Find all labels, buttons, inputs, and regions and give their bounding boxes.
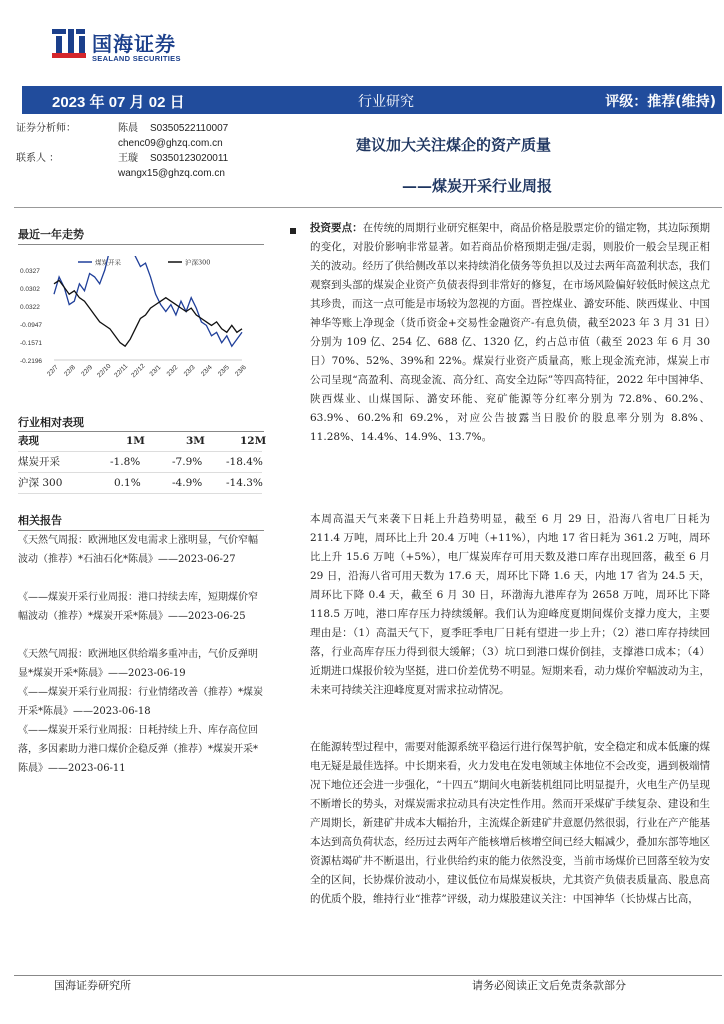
col-header-3m: 3M [186, 435, 205, 447]
x-tick-label: 22/8 [63, 363, 77, 378]
rating-badge: 评级：推荐(维持) [605, 94, 716, 110]
col-header-12m: 12M [240, 435, 267, 447]
row-1m: -1.8% [110, 456, 141, 468]
report-subtitle: ——煤炭开采行业周报 [402, 177, 553, 195]
row-3m: -4.9% [172, 477, 203, 489]
x-tick-label: 22/7 [45, 363, 60, 378]
report-title: 建议加大关注煤企的资产质量 [356, 136, 552, 154]
col-header-label: 表现 [18, 435, 39, 447]
logo-icon [52, 27, 86, 61]
x-tick-label: 22/10 [95, 362, 113, 380]
contact-cert: S0350123020011 [150, 153, 229, 164]
trend-section-title: 最近一年走势 [18, 228, 84, 241]
footer-disclaimer: 请务必阅读正文后免责条款部分 [472, 979, 626, 992]
x-tick-label: 23/2 [165, 363, 180, 378]
related-report-item[interactable]: 《——煤炭开采行业周报：日耗持续上升、库存高位回落，多因素助力港口煤价企稳反弹（推荐）*煤炭开采*陈晨》——2023-06-11 [18, 725, 258, 774]
y-tick-label: -0.1571 [20, 340, 43, 347]
footer-institute: 国海证券研究所 [54, 979, 131, 992]
header-divider [14, 207, 722, 208]
performance-section-title: 行业相对表现 [18, 416, 84, 429]
paragraph-text: 在传统的周期行业研究框架中，商品价格是股票定价的锚定物，其边际预期的变化，对股价影响非常显著。如若商品价格预期走强/走弱，则股价一般会呈现正相关的波动。经历了供给侧改革以来持续消化债务等负担以及过去两年高盈利状态，我们观察到头部的煤炭企业资产负债表得到非常好的修复，在市场风险偏好较低时候这点尤其珍贵，而这一点可能是市场较为忽视的方面。晋控煤业、潞安环能、陕西煤业、中国神华等账上净现金（货币资金+交易性金融资产-有息负债，截至2023 年 3 月 31 日）分别为 109 亿、254 亿、688 亿、1320 亿，约占总市值（截至 2023 年 6 月 30 日）70%、52%、39%和 22%。煤炭行业资产质量高，账上现金流充沛，煤炭上市公司呈现“高盈利、高现金流、高分红、高安全边际”等四高特征，2022 年中国神华、陕西煤业、山煤国际、潞安环能、兖矿能源等分红率分别为 72.8%、60.2%、63.9%、60.2%和 69.2%，对应公告披露当日股价的股息率分别为 8.8%、11.28%、14.4%、14.9%、13.7%。 [310, 222, 711, 443]
header-banner [22, 86, 722, 114]
x-tick-label: 23/6 [233, 363, 248, 378]
y-tick-label: 0.0327 [20, 268, 40, 275]
report-date: 2023 年 07 月 02 日 [52, 94, 185, 111]
contact-label: 联系人 ： [16, 153, 60, 164]
contact-name: 王璇 [118, 153, 138, 164]
row-3m: -7.9% [172, 456, 203, 468]
related-report-item[interactable]: 《——煤炭开采行业周报：港口持续去库，短期煤价窄幅波动（推荐）*煤炭开采*陈晨》——2023-06-25 [18, 592, 258, 622]
row-1m: 0.1% [114, 477, 141, 489]
paragraph-label: 投资要点： [310, 222, 363, 234]
legend-label: 煤炭开采 [95, 258, 121, 267]
footer-divider [14, 975, 722, 976]
row-name: 沪深 300 [18, 477, 63, 489]
table-row [18, 473, 262, 494]
paragraph-weekly-market: 本周高温天气来袭下日耗上升趋势明显，截至 6 月 29 日，沿海八省电厂日耗为 211.4 万吨，周环比上升 20.4 万吨（+11%），内地 17 省日耗为 361.2 万吨，周环比上升 15.6 万吨（+5%），电厂煤炭库存可用天数及港口库存出现回落，截至 6 月 29 日，沿海八省可用天数为 17.6 天，周环比下降 1.6 天，内地 17 省为 24.5 天，周环比下降 0.4 天，截至 6 月 30 日，环渤海九港库存为 2658 万吨，周环比下降 118.5 万吨，港口库存压力持续缓解。我们认为迎峰度夏期间煤价支撑力度大，主要理由是：（1）高温天气下，夏季旺季电厂日耗有望进一步上升；（2）港口库存持续回落，行业高库存压力得到很大缓解；（3）坑口到港口煤价倒挂，支撑港口成本；（4）近期进口煤报价较为坚挺，进口价差优势不明显。短期来看，动力煤价窄幅波动为主，未来可持续关注迎峰度夏对需求拉动情况。 [310, 513, 710, 696]
analyst-email[interactable]: chenc09@ghzq.com.cn [118, 138, 223, 149]
logo-text-en: SEALAND SECURITIES [92, 54, 181, 63]
table-row [18, 452, 262, 473]
bullet-icon [290, 228, 296, 234]
row-12m: -14.3% [226, 477, 263, 489]
x-tick-label: 22/9 [80, 363, 95, 378]
analyst-cert: S0350522110007 [150, 123, 229, 134]
x-tick-label: 23/1 [148, 363, 163, 378]
contact-email[interactable]: wangx15@ghzq.com.cn [118, 168, 225, 179]
legend-label: 沪深300 [185, 258, 211, 267]
col-header-1m: 1M [126, 435, 145, 447]
y-tick-label: -0.2196 [20, 358, 43, 365]
x-tick-label: 22/11 [113, 362, 130, 379]
trend-divider [18, 244, 264, 245]
analyst-name: 陈晨 [118, 123, 138, 134]
performance-header-row [18, 431, 267, 452]
y-tick-label: 0.0302 [20, 286, 40, 293]
logo-text-cn: 国海证券 [92, 32, 176, 56]
report-type: 行业研究 [358, 94, 414, 110]
paragraph-investment-points [310, 219, 710, 447]
series-line [54, 280, 242, 346]
y-tick-label: -0.0947 [20, 322, 43, 329]
row-12m: -18.4% [226, 456, 263, 468]
x-tick-label: 23/5 [216, 363, 231, 378]
related-report-item[interactable]: 《天然气周报：欧洲地区发电需求上涨明显，气价窄幅波动（推荐）*石油石化*陈晨》——2023-06-27 [18, 535, 258, 565]
x-tick-label: 22/12 [130, 362, 147, 380]
y-tick-label: 0.0322 [20, 304, 40, 311]
x-tick-label: 23/4 [199, 363, 214, 378]
related-section-title: 相关报告 [18, 514, 62, 527]
related-report-item[interactable]: 《——煤炭开采行业周报：行业情绪改善（推荐）*煤炭开采*陈晨》——2023-06-18 [18, 687, 263, 717]
analyst-label: 证券分析师： [16, 123, 76, 134]
paragraph-outlook: 在能源转型过程中，需要对能源系统平稳运行进行保驾护航，安全稳定和成本低廉的煤电无疑是最佳选择。中长期来看，火力发电在发电领域主体地位不会改变，遇到极端情况下地位还会进一步强化，“十四五”期间火电新装机组同比明显提升，火电生产仍呈现不断增长的势头，对煤炭需求拉动具有决定性作用。然而开采煤矿手续复杂、建设和生产周期长，新建矿井成本大幅抬升，主流煤企新建矿井意愿仍然很弱，行业在产产能基本达到高负荷状态，经历过去两年产能核增后核增空间已经大幅减少，叠加东部等地区资源枯竭矿井不断退出，行业供给约束的能力依然没变，当前市场煤价已回落至较为安全的区间，长协煤价波动小，建议低位布局煤炭板块，尤其资产负债表质量高、股息高的优质个股，维持行业“推荐”评级，动力煤股建议关注：中国神华（长协煤占比高， [310, 741, 710, 905]
series-line [54, 256, 242, 346]
related-report-item[interactable]: 《天然气周报：欧洲地区供给端多重冲击，气价反弹明显*煤炭开采*陈晨》——2023-06-19 [18, 649, 258, 679]
trend-chart [18, 256, 248, 388]
x-tick-label: 23/3 [182, 363, 197, 378]
row-name: 煤炭开采 [18, 456, 60, 468]
